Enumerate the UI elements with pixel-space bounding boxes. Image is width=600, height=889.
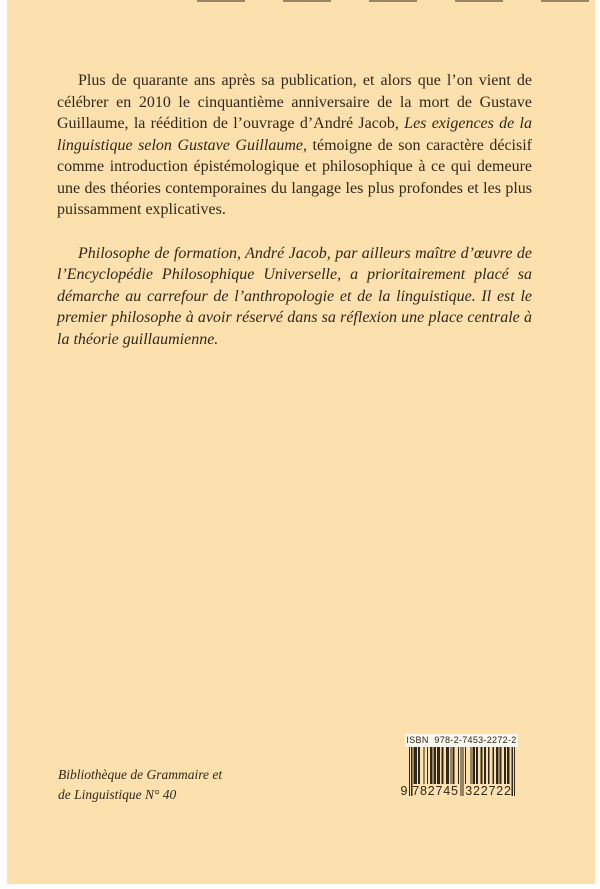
barcode-digits-group2: 322722 <box>465 784 512 798</box>
paragraph1-tail: , témoigne de son caractère décisif comme introduction épistémologique et philosophique à ce qui demeure une des théories contemporaines du langage les plus profondes et les plus puissamment explicatives. <box>57 136 532 218</box>
isbn-barcode <box>399 734 525 802</box>
collection-line-2: de Linguistique N° 40 <box>58 786 177 802</box>
barcode-digits-group1: 782745 <box>412 784 459 798</box>
blurb-paragraph-1 <box>57 70 532 221</box>
blurb-text-block <box>57 70 532 350</box>
paragraph1-lead: Plus de quarante ans après sa publication, et alors que l’on vient de célébrer en 2010 le cinquantième anniversaire de la mort de Gustave Guillaume, la réédition de l’ouvrage d’André Jacob, <box>57 72 532 132</box>
barcode-digit-leading: 9 <box>400 784 408 798</box>
book-title-italic: Les exigences de la linguistique selon Gustave Guillaume <box>57 115 533 154</box>
isbn-label: ISBN 978-2-7453-2272-2 <box>406 735 517 745</box>
scan-edge-artifact <box>197 0 595 2</box>
book-back-cover <box>7 0 595 884</box>
collection-line-1: Bibliothèque de Grammaire et <box>58 767 223 782</box>
collection-imprint <box>58 765 222 804</box>
blurb-paragraph-2: Philosophe de formation, André Jacob, par ailleurs maître d’œuvre de l’Encyclopédie Philosophique Universelle, a prioritairement placé sa démarche au carrefour de l’anthropologie et de la linguistique. Il est le premier philosophe à avoir réservé dans sa réflexion une place centrale à la théorie guillaumienne. <box>57 244 532 348</box>
